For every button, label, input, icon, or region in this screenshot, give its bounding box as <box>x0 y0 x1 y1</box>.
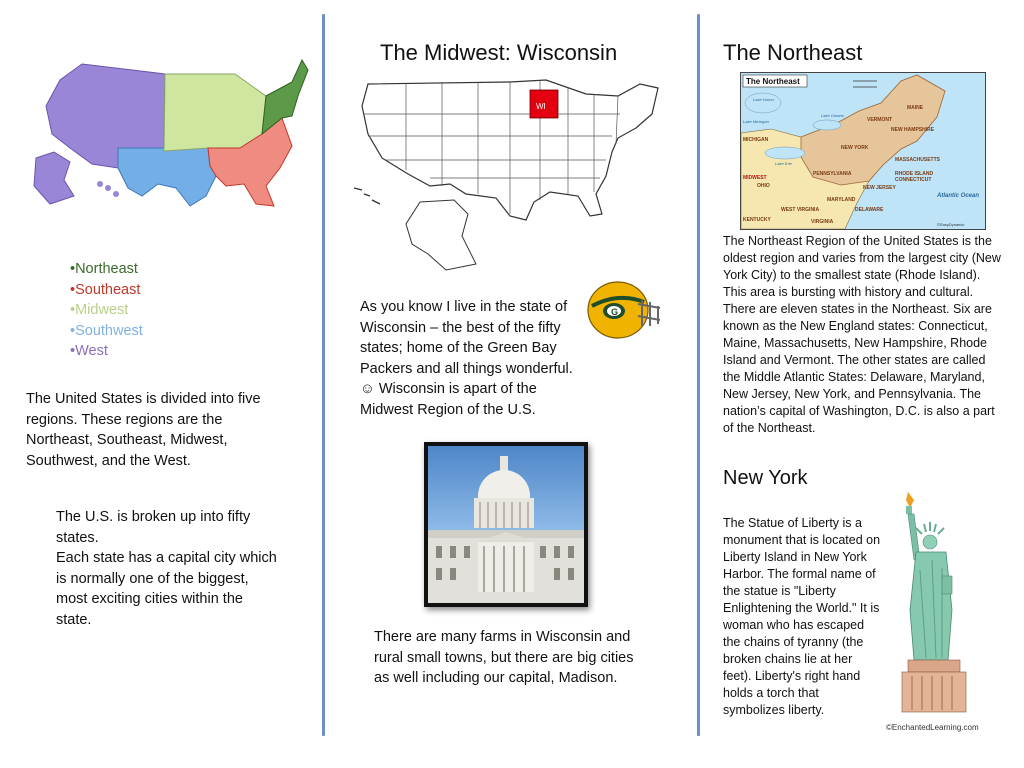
column-divider-left <box>322 14 325 736</box>
label-west-virginia: WEST VIRGINIA <box>781 207 820 213</box>
region-list <box>70 259 143 362</box>
statue-of-liberty-image <box>886 490 986 734</box>
liberty-paragraph: The Statue of Liberty is a monument that is located on Liberty Island in New York Harbor. The formal name of the statue is "Liberty Enlightening the World." It is woman who has escaped the chains of tyranny (the broken chains lie at her feet). Liberty's right hand holds a torch that symbolizes liberty. <box>723 516 881 717</box>
svg-text:G: G <box>611 307 619 317</box>
column-divider-right <box>697 14 700 736</box>
madison-paragraph: There are many farms in Wisconsin and rural small towns, but there are big cities as well including our capital, Madison. <box>374 629 634 686</box>
capitol-photo-frame <box>424 442 588 607</box>
label-delaware: DELAWARE <box>855 207 884 213</box>
label-virginia: VIRGINIA <box>811 219 834 225</box>
region-midwest: • Midwest <box>70 300 143 321</box>
label-lake-erie: Lake Erie <box>775 161 792 166</box>
us-regions-map <box>30 56 312 208</box>
label-rhode-island: RHODE ISLAND <box>895 171 934 177</box>
regions-paragraph: The United States is divided into five regions. These regions are the Northeast, Southeast, Midwest, Southwest, and the West. <box>26 391 261 469</box>
label-pennsylvania: PENNSYLVANIA <box>813 171 852 177</box>
label-new-york: NEW YORK <box>841 145 869 151</box>
northeast-map <box>740 72 986 230</box>
label-kentucky: KENTUCKY <box>743 217 771 223</box>
northeast-paragraph: The Northeast Region of the United States is the oldest region and varies from the largest city (New York City) to the smallest state (Rhode Island). This area is bursting with history and cultural. There are eleven states in the Northeast. Six are known as the New England states: Connecticut, Maine, Massachusetts, New Hampshire, Rhode Island and Vermont. The other states are called the Middle Atlantic States: Delaware, Maryland, New Jersey, New York, and Pennsylvania. The nation’s capital of Washington, D.C. is also a part of the Northeast. <box>723 234 1001 435</box>
label-midwest: MIDWEST <box>743 175 767 181</box>
map-title: The Northeast <box>746 77 800 86</box>
new-york-subtitle: New York <box>723 467 808 489</box>
packers-helmet-image <box>584 278 664 344</box>
wisconsin-label: WI <box>536 102 546 111</box>
label-lake-michigan: Lake Michigan <box>743 119 769 124</box>
midwest-title: The Midwest: Wisconsin <box>380 40 618 65</box>
northeast-title: The Northeast <box>723 40 863 65</box>
wisconsin-paragraph: As you know I live in the state of Wisconsin – the best of the fifty states; home of the Green Bay Packers and all things wonderful. ☺ Wisconsin is apart of the Midwest Region of the U.S. <box>360 299 573 418</box>
label-lake-ontario: Lake Ontario <box>821 113 844 118</box>
region-west: • West <box>70 341 143 362</box>
label-atlantic: Atlantic Ocean <box>937 193 980 199</box>
statue-credit: ©EnchantedLearning.com <box>886 723 979 732</box>
states-line-2: Each state has a capital city which is normally one of the biggest, most exciting cities within the state. <box>56 550 277 628</box>
states-paragraph <box>56 507 278 630</box>
label-new-hampshire: NEW HAMPSHIRE <box>891 127 935 133</box>
label-michigan: MICHIGAN <box>743 137 769 143</box>
label-maine: MAINE <box>907 105 924 111</box>
region-southeast: • Southeast <box>70 280 143 301</box>
map-credit: ©EasyDynamic <box>937 222 965 227</box>
label-lake-huron: Lake Huron <box>753 97 774 102</box>
label-maryland: MARYLAND <box>827 197 856 203</box>
states-line-1: The U.S. is broken up into fifty states. <box>56 509 251 546</box>
label-vermont: VERMONT <box>867 117 892 123</box>
us-states-map <box>350 74 665 274</box>
capitol-photo <box>428 446 584 603</box>
label-new-jersey: NEW JERSEY <box>863 185 896 191</box>
label-ohio: OHIO <box>757 183 770 189</box>
region-northeast: • Northeast <box>70 259 143 280</box>
region-southwest: • Southwest <box>70 321 143 342</box>
label-connecticut: CONNECTICUT <box>895 177 932 183</box>
label-massachusetts: MASSACHUSETTS <box>895 157 941 163</box>
